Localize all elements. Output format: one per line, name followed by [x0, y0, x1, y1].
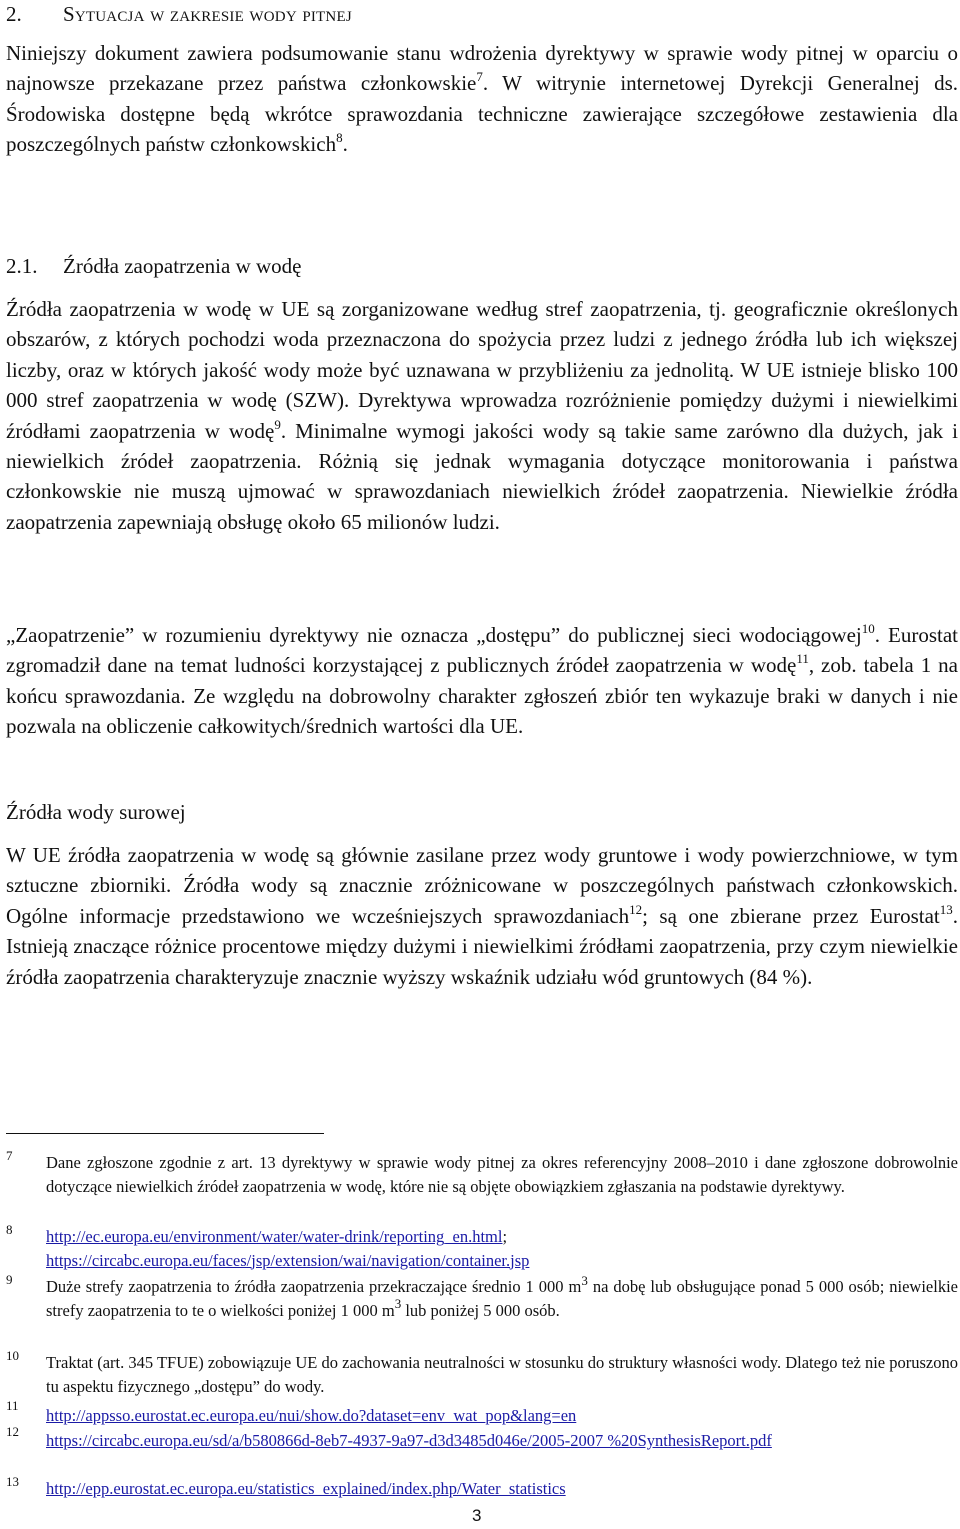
- footnote-link[interactable]: http://ec.europa.eu/environment/water/water-drink/reporting_en.html: [46, 1227, 503, 1246]
- footnote-text-part: na dobę lub obsługujące ponad 5 000 osób; niewielkie strefy zaopatrzenia to te o wielkości poniżej 1 000 m: [46, 1277, 959, 1320]
- footnote-separator: ;: [502, 1227, 508, 1246]
- paragraph-raw-water: [6, 840, 958, 992]
- paragraph-text: . Eurostat zgromadził dane na temat ludności korzystającej z publicznych źródeł zaopatrzenia w wodę: [6, 623, 958, 678]
- section-heading: [6, 0, 352, 28]
- footnote-ref-12[interactable]: 12: [629, 901, 643, 917]
- footnote-ref-9[interactable]: 9: [274, 416, 281, 432]
- subsection-heading: [6, 252, 301, 280]
- section-number: 2.: [6, 2, 22, 26]
- footnote-number: 10: [6, 1348, 19, 1363]
- paragraph-text: W UE źródła zaopatrzenia w wodę są głównie zasilane przez wody gruntowe i wody powierzchniowe, w tym sztuczne zbiorniki. Źródła wody są znacznie zróżnicowane w poszczególnych państwach członkowskich. Ogólne informacje przedstawiono we wcześniejszych sprawozdaniach: [6, 843, 958, 928]
- paragraph-text: . Minimalne wymogi jakości wody są takie same zarówno dla dużych, jak i niewielkich źródeł zaopatrzenia. Różnią się jednak wymagania dotyczące monitorowania i państwa członkowskie nie muszą ujmować w sprawozdaniach niewielkich źródeł zaopatrzenia. Niewielkie źródła zaopatrzenia zapewniają obsługę około 65 milionów ludzi.: [6, 418, 958, 534]
- paragraph-intro: [6, 38, 958, 160]
- footnote-ref-10[interactable]: 10: [861, 621, 875, 636]
- footnote-ref-7[interactable]: 7: [476, 69, 483, 85]
- paragraph-supply: [6, 620, 958, 742]
- paragraph-text: .: [342, 132, 348, 157]
- footnote-link[interactable]: http://appsso.eurostat.ec.europa.eu/nui/show.do?dataset=env_wat_pop&lang=en: [46, 1406, 577, 1425]
- footnote-ref-11[interactable]: 11: [796, 651, 809, 667]
- section-title: Sytuacja w zakresie wody pitnej: [63, 2, 352, 26]
- paragraph-text: Źródła zaopatrzenia w wodę w UE są zorganizowane według stref zaopatrzenia, tj. geograficznie określonych obszarów, z których pochodzi woda przeznaczona do spożycia przez ludzi z jednego źródła lub ich większej liczby, oraz w których jakość wody może być uznawana w przybliżeniu za jednolitą. W UE istnieje blisko 100 000 stref zaopatrzenia w wodę (SZW). Dyrektywa wprowadza rozróżnienie pomiędzy dużymi i niewielkimi źródłami zaopatrzenia w wodę: [6, 297, 958, 443]
- paragraph-sources: [6, 294, 958, 537]
- footnote-number: 9: [6, 1272, 13, 1287]
- footnote-number: 11: [6, 1398, 19, 1413]
- footnote-number: 12: [6, 1424, 19, 1439]
- paragraph-text: Niniejszy dokument zawiera podsumowanie stanu wdrożenia dyrektywy w sprawie wody pitnej w oparciu o najnowsze przekazane przez państwa członkowskie: [6, 41, 958, 96]
- footnote-ref-13[interactable]: 13: [939, 901, 953, 917]
- footnote-text: Dane zgłoszone zgodnie z art. 13 dyrektywy w sprawie wody pitnej za okres referencyjny 2008–2010 i dane zgłoszone dobrowolnie dotyczące niewielkich źródeł zaopatrzenia w wodę, które nie są objęte obowiązkiem zgłaszania na podstawie dyrektywy.: [46, 1153, 958, 1196]
- footnote-number: 8: [6, 1222, 13, 1237]
- footnote-text: Traktat (art. 345 TFUE) zobowiązuje UE do zachowania neutralności w stosunku do struktury własności wody. Dlatego też nie poruszono tu aspektu fizycznego „dostępu” do wody.: [46, 1353, 958, 1396]
- footnote-text: [46, 1225, 958, 1272]
- paragraph-text: „Zaopatrzenie” w rozumieniu dyrektywy nie oznacza „dostępu” do publicznej sieci wodociągowej: [6, 623, 862, 647]
- footnote-divider: [6, 1133, 324, 1134]
- superscript: 3: [581, 1272, 588, 1288]
- footnote-number: 13: [6, 1474, 19, 1489]
- raw-water-heading: Źródła wody surowej: [6, 800, 186, 824]
- footnote-text-part: lub poniżej 5 000 osób.: [401, 1300, 560, 1320]
- footnote-text: [46, 1429, 958, 1453]
- footnote-text-part: Duże strefy zaopatrzenia to źródła zaopatrzenia przekraczające średnio 1 000 m: [46, 1277, 582, 1296]
- superscript: 3: [394, 1296, 402, 1311]
- paragraph-text: . W witrynie internetowej Dyrekcji Generalnej ds. Środowiska dostępne będą wkrótce sprawozdania techniczne zawierające szczegółowe zestawienia dla poszczególnych państw członkowskich: [6, 71, 958, 157]
- subsection-title: Źródła zaopatrzenia w wodę: [63, 254, 302, 278]
- footnote-text: [46, 1272, 959, 1322]
- page-number: 3: [472, 1506, 482, 1525]
- footnote-number: 7: [6, 1148, 13, 1163]
- footnote-ref-8[interactable]: 8: [336, 130, 343, 146]
- subsection-number: 2.1.: [6, 254, 38, 278]
- footnote-link[interactable]: http://epp.eurostat.ec.europa.eu/statistics_explained/index.php/Water_statistics: [46, 1479, 566, 1498]
- paragraph-text: . Istnieją znaczące różnice procentowe między dużymi i niewielkimi źródłami zaopatrzenia, przy czym niewielkie źródła zaopatrzenia charakteryzuje znacznie wyższy wskaźnik udziału wód gruntowych (84 %).: [6, 903, 958, 989]
- footnote-link[interactable]: https://circabc.europa.eu/sd/a/b580866d-8eb7-4937-9a97-d3d3485d046e/2005-2007 %20SynthesisReport.pdf: [46, 1431, 772, 1450]
- footnote-link[interactable]: https://circabc.europa.eu/faces/jsp/extension/wai/navigation/container.jsp: [46, 1250, 530, 1270]
- footnote-text: [46, 1477, 958, 1501]
- paragraph-text: , zob. tabela 1 na końcu sprawozdania. Ze względu na dobrowolny charakter zgłoszeń zbiór ten wykazuje braki w danych i nie pozwala na obliczenie całkowitych/średnich wartości dla UE.: [6, 653, 958, 739]
- footnote-text: [46, 1404, 958, 1428]
- paragraph-text: ; są one zbierane przez Eurostat: [642, 903, 940, 928]
